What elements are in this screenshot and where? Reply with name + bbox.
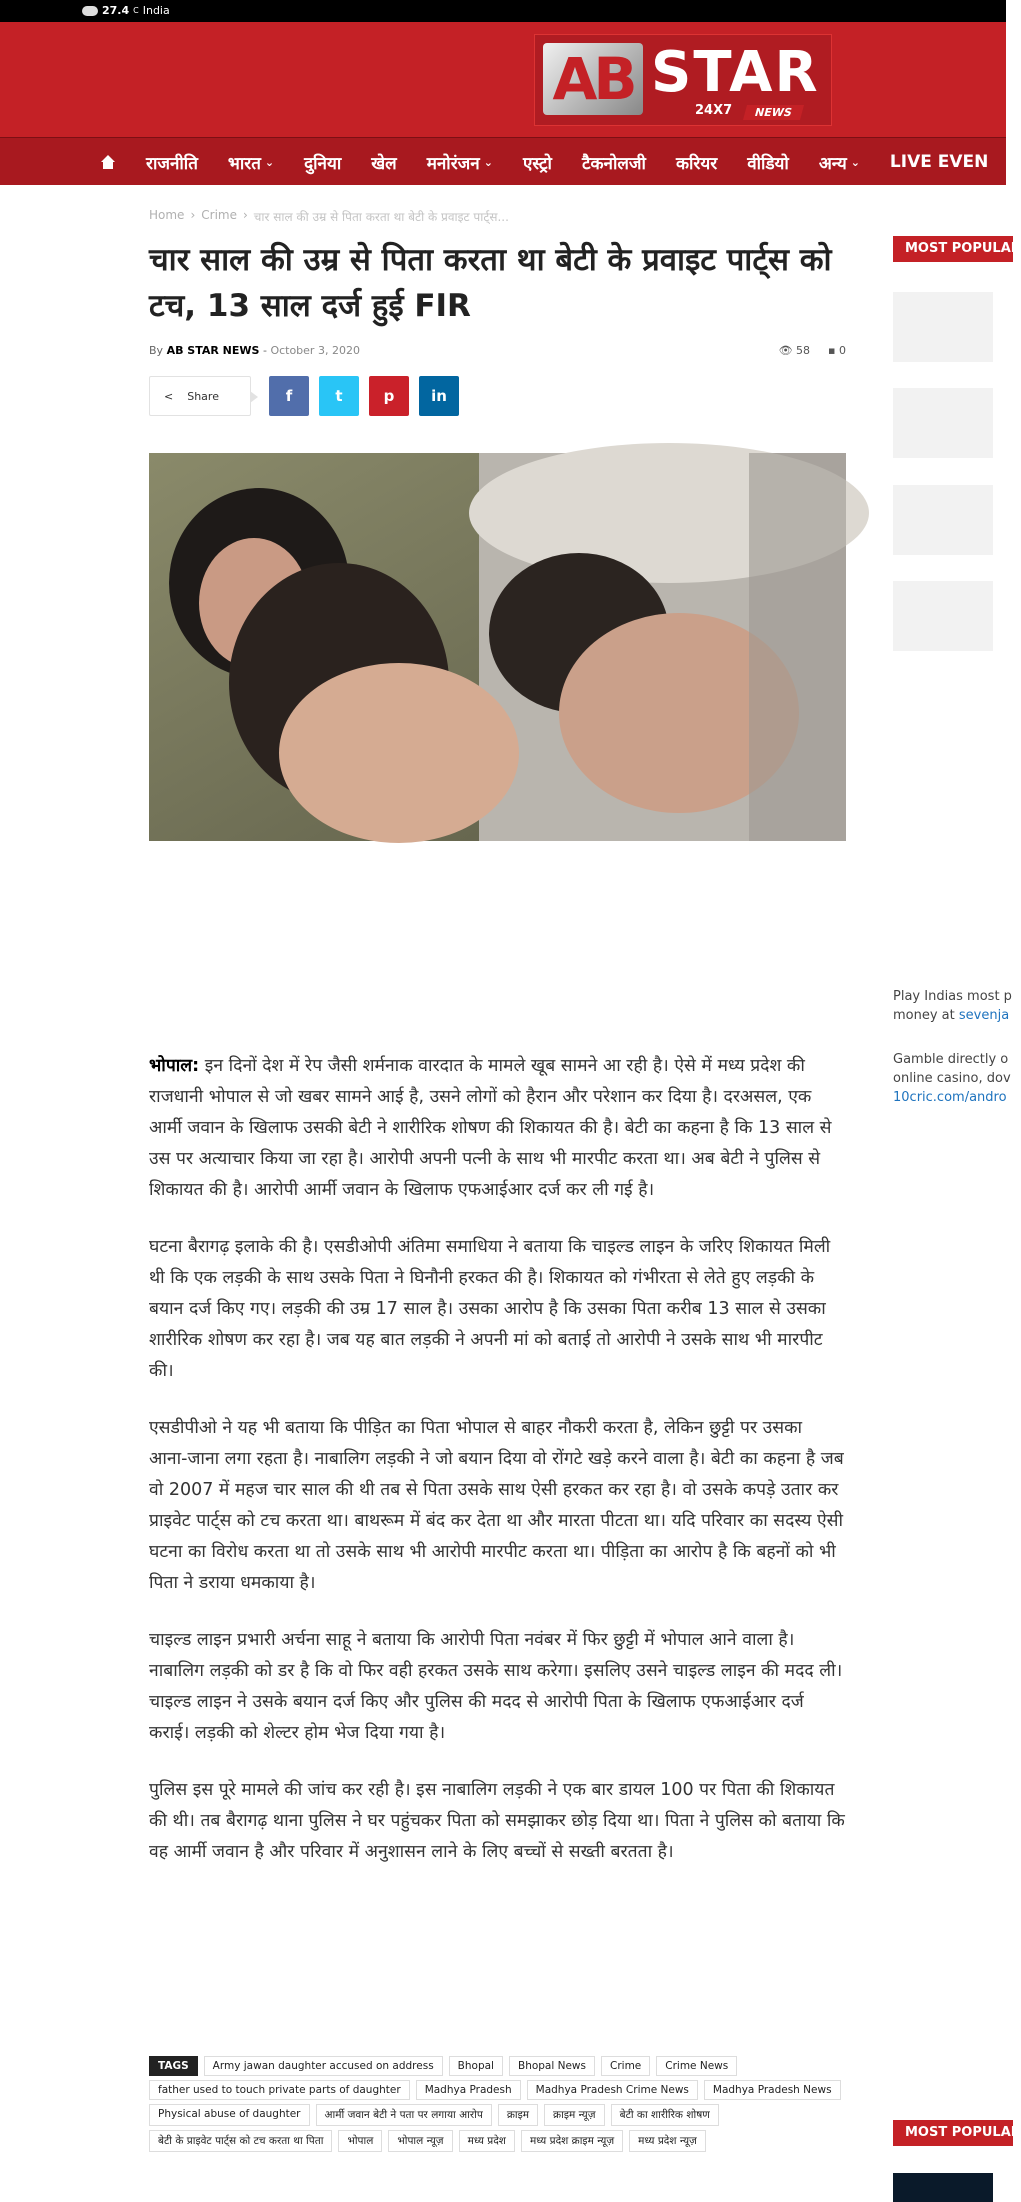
tag-item[interactable]: मध्य प्रदेश [459,2130,515,2152]
article-paragraph: पुलिस इस पूरे मामले की जांच कर रही है। इस नाबालिग लड़की ने एक बार डायल 100 पर पिता की शिकायत की थी। तब बैरागढ़ थाना पुलिस ने घर पहुंचकर पिता को समझाकर छोड़ दिया था। पिता ने पुलिस को बताया कि वह आर्मी जवान है और परिवार में अनुशासन लाने के लिए बच्चों से सख्ती बरतता है। [149,1780,845,1862]
eye-icon: 👁 [778,344,793,357]
most-popular-heading-2: MOST POPULAR [893,2120,1013,2146]
views-count [779,344,810,357]
article-paragraph [149,1051,846,1206]
nav-item-label: करियर [675,153,718,174]
comments-count[interactable] [828,344,846,357]
ad-line: Play Indias most p [893,989,1012,1004]
site-header [0,22,1006,137]
tag-item[interactable]: Madhya Pradesh [416,2080,521,2100]
ad-line: online casino, dov [893,1071,1011,1086]
ad-link[interactable]: sevenja [958,1008,1010,1023]
weather-widget [82,4,170,17]
nav-item[interactable] [582,151,646,174]
nav-item[interactable] [427,151,493,174]
views-value: 58 [796,344,811,357]
twitter-icon: t [335,387,343,405]
tags-label: TAGS [149,2056,198,2076]
tag-item[interactable]: भोपाल [338,2130,382,2152]
share-bar [149,376,459,416]
weather-location: India [142,4,170,17]
tag-item[interactable]: भोपाल न्यूज़ [388,2130,452,2152]
comments-value: 0 [839,344,846,357]
tag-item[interactable]: मध्य प्रदेश क्राइम न्यूज़ [521,2130,623,2152]
meta-separator: - [262,344,267,357]
chevron-down-icon: ⌄ [264,155,275,169]
tag-item[interactable]: Madhya Pradesh News [704,2080,841,2100]
article-paragraph: चाइल्ड लाइन प्रभारी अर्चना साहू ने बताया कि आरोपी पिता नवंबर में फिर छुट्टी में भोपाल आने वाला है। नाबालिग लड़की को डर है कि वो फिर वही हरकत उसके साथ करेगा। इसलिए उसने चाइल्ड लाइन की मदद ली। चाइल्ड लाइन ने उसके बयान दर्ज किए और पुलिस की मदद से आरोपी पिता के खिलाफ एफआईआर दर्ज कराई। लड़की को शेल्टर होम भेज दिया गया है। [149,1630,843,1743]
nav-item-label: खेल [371,153,397,174]
tag-item[interactable]: Bhopal [449,2056,503,2076]
pinterest-icon: p [383,387,395,405]
ad-line: Gamble directly o [893,1052,1009,1067]
pinterest-share-button[interactable] [369,376,409,416]
tag-item[interactable]: Crime News [656,2056,737,2076]
most-popular-heading: MOST POPULAR [893,236,1013,262]
tag-item[interactable]: मध्य प्रदेश न्यूज़ [629,2130,706,2152]
breadcrumb-category[interactable]: Crime [201,208,237,222]
facebook-icon: f [285,387,293,405]
breadcrumb-current: चार साल की उम्र से पिता करता था बेटी के प्रवाइट पार्ट्स... [253,210,509,224]
nav-item[interactable] [304,151,341,174]
tag-item[interactable]: क्राइम [498,2104,538,2126]
top-bar [0,0,1006,22]
article-meta [149,344,846,357]
chevron-down-icon: ⌄ [850,155,860,169]
linkedin-icon: in [431,387,447,405]
comment-icon: ▪ [828,344,836,357]
logo-news-badge: NEWS [743,105,804,120]
weather-unit: C [133,6,139,15]
nav-item[interactable] [747,151,789,174]
share-icon: < [164,389,174,403]
tag-item[interactable]: Physical abuse of daughter [149,2104,310,2126]
nav-item-label: राजनीति [146,153,198,174]
cloud-icon [82,6,98,16]
logo-tagline: 24X7 [695,103,733,118]
site-logo[interactable] [534,34,832,126]
popular-thumbnail-dark[interactable] [893,2173,993,2202]
logo-star: STAR [651,40,820,105]
nav-item-label: LIVE EVEN [889,152,989,172]
nav-item[interactable] [676,151,717,174]
breadcrumb-home[interactable]: Home [149,208,185,222]
tag-item[interactable]: बेटी का शारीरिक शोषण [611,2104,719,2126]
twitter-share-button[interactable] [319,376,359,416]
author-link[interactable]: AB STAR NEWS [166,344,260,357]
logo-ab: AB [543,43,643,115]
article-dateline: भोपाल: [149,1056,200,1076]
weather-temperature: 27.4 [102,4,130,17]
main-navigation [0,137,1006,185]
nav-item[interactable] [146,151,198,174]
tag-item[interactable]: Crime [601,2056,650,2076]
popular-thumbnail[interactable] [893,388,993,458]
article-title: चार साल की उम्र से पिता करता था बेटी के प्रवाइट पार्ट्स को टच, 13 साल दर्ज हुई FIR [149,242,832,324]
ad-link[interactable]: 10cric.com/andro [893,1090,1007,1105]
tag-item[interactable]: Bhopal News [509,2056,595,2076]
tag-item[interactable]: Madhya Pradesh Crime News [527,2080,698,2100]
featured-image-illustration [149,453,846,841]
tag-item[interactable]: father used to touch private parts of daughter [149,2080,410,2100]
nav-item[interactable] [890,152,988,172]
share-button[interactable] [149,376,251,416]
sidebar-ad-text [893,1050,1011,1107]
tag-item[interactable]: क्राइम न्यूज़ [544,2104,605,2126]
article-paragraph: घटना बैरागढ़ इलाके की है। एसडीओपी अंतिमा समाधिया ने बताया कि चाइल्ड लाइन के जरिए शिकायत मिली थी कि एक लड़की के साथ उसके पिता ने घिनौनी हरकत की है। शिकायत को गंभीरता से लेते हुए लड़की के बयान दर्ज किए गए। लड़की की उम्र 17 साल है। उसका आरोप है कि उसका पिता करीब 13 साल से उसका शारीरिक शोषण कर रहा है। जब यह बात लड़की ने अपनी मां को बताई तो आरोपी ने उसके साथ भी मारपीट की। [149,1237,831,1381]
byline-prefix: By [149,344,164,357]
popular-thumbnail[interactable] [893,485,993,555]
article-featured-image [149,453,846,841]
article-paragraph-text: इन दिनों देश में रेप जैसी शर्मनाक वारदात के मामले खूब सामने आ रही है। ऐसे में मध्य प्रदेश की राजधानी भोपाल से जो खबर सामने आई है, उसने लोगों को हैरान और परेशान कर दिया है। दरअसल, एक आर्मी जवान के खिलाफ उसकी बेटी ने शारीरिक शोषण की शिकायत की है। बेटी का कहना है कि 13 साल से उस पर अत्याचार किया जा रहा है। आरोपी अपनी पत्नी के साथ भी मारपीट करता था। अब बेटी ने पुलिस से शिकायत की है। आरोपी आर्मी जवान के खिलाफ एफआईआर दर्ज कर ली गई है। [149,1056,832,1200]
article-body [149,1051,846,1894]
chevron-down-icon: ⌄ [483,155,493,169]
tag-item[interactable]: बेटी के प्राइवेट पार्ट्स को टच करता था पिता [149,2130,332,2152]
article-paragraph: एसडीपीओ ने यह भी बताया कि पीड़ित का पिता भोपाल से बाहर नौकरी करता है, लेकिन छुट्टी पर उसका आना-जाना लगा रहता है। नाबालिग लड़की ने जो बयान दिया वो रोंगटे खड़े करने वाला है। बेटी का कहना है जब वो 2007 में महज चार साल की थी तब से पिता उसके साथ ऐसी हरकत कर रहा है। वो उसके कपड़े उतार कर प्राइवेट पार्ट्स को टच करता था। बाथरूम में बंद कर देता था और मारता पीटता था। यदि परिवार का सदस्य ऐसी घटना का विरोध करता था तो उसके साथ भी आरोपी मारपीट करता था। पीड़िता का आरोप है कि बहनों को भी पिता ने डराया धमकाया है। [149,1418,844,1593]
nav-item-label: एस्ट्रो [522,153,552,174]
nav-item-label: अन्य [818,153,847,174]
nav-item-label: टैकनोलजी [581,153,646,174]
tag-item[interactable]: आर्मी जवान बेटी ने पता पर लगाया आरोप [316,2104,492,2126]
nav-item[interactable] [371,151,396,174]
popular-thumbnail[interactable] [893,292,993,362]
ad-line-prefix: money at [893,1008,959,1023]
nav-item[interactable] [523,151,552,174]
ad-line [893,1006,1012,1025]
nav-item-label: भारत [227,153,261,174]
nav-item-label: दुनिया [304,153,342,174]
breadcrumb-separator-icon: › [242,208,248,222]
share-label: Share [187,389,219,403]
popular-thumbnail[interactable] [893,581,993,651]
nav-item[interactable] [819,151,860,174]
nav-item-label: मनोरंजन [426,153,480,174]
linkedin-share-button[interactable] [419,376,459,416]
breadcrumb-separator-icon: › [190,208,196,222]
home-icon[interactable] [100,155,116,169]
sidebar-ad-text [893,987,1012,1025]
facebook-share-button[interactable] [269,376,309,416]
article-date: October 3, 2020 [270,344,360,357]
nav-item-label: वीडियो [747,153,789,174]
tag-list [149,2056,846,2152]
nav-item[interactable] [228,151,274,174]
breadcrumb [149,208,509,225]
tag-item[interactable]: Army jawan daughter accused on address [204,2056,443,2076]
